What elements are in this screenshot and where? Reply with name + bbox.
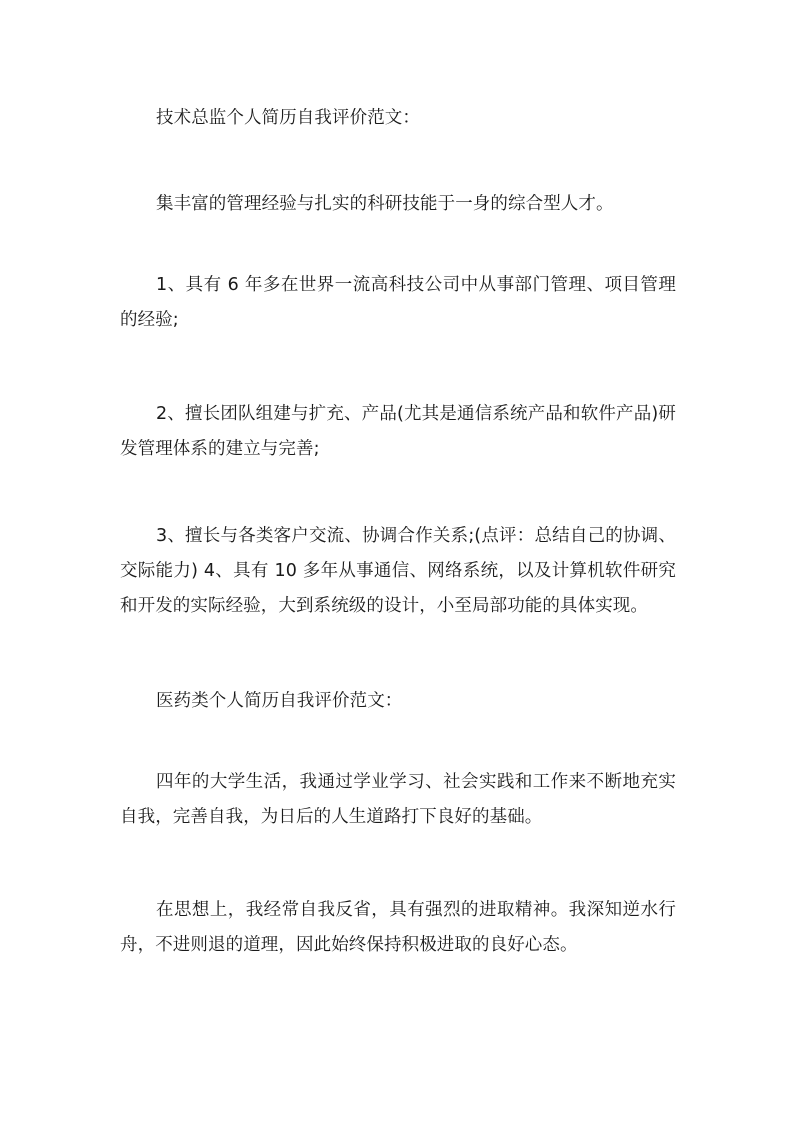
paragraph-item-3-4: 3、擅长与各类客户交流、协调合作关系;(点评：总结自己的协调、交际能力) 4、具有 10 多年从事通信、网络系统，以及计算机软件研究和开发的实际经验，大到系统级的设计，小至局部功能的具体实现。 — [120, 526, 676, 616]
paragraph-university-life: 四年的大学生活，我通过学业学习、社会实践和工作来不断地充实自我，完善自我，为日后的人生道路打下良好的基础。 — [120, 772, 676, 827]
paragraph-item-1: 1、具有 6 年多在世界一流高科技公司中从事部门管理、项目管理的经验; — [120, 275, 676, 330]
paragraph-thought: 在思想上，我经常自我反省，具有强烈的进取精神。我深知逆水行舟，不进则退的道理，因此始终保持积极进取的良好心态。 — [120, 900, 676, 955]
paragraph-item-2: 2、擅长团队组建与扩充、产品(尤其是通信系统产品和软件产品)研发管理体系的建立与完善; — [120, 404, 676, 459]
heading-pharma: 医药类个人简历自我评价范文： — [156, 691, 403, 711]
heading-tech-director: 技术总监个人简历自我评价范文： — [156, 108, 420, 128]
paragraph-summary: 集丰富的管理经验与扎实的科研技能于一身的综合型人才。 — [156, 194, 614, 214]
